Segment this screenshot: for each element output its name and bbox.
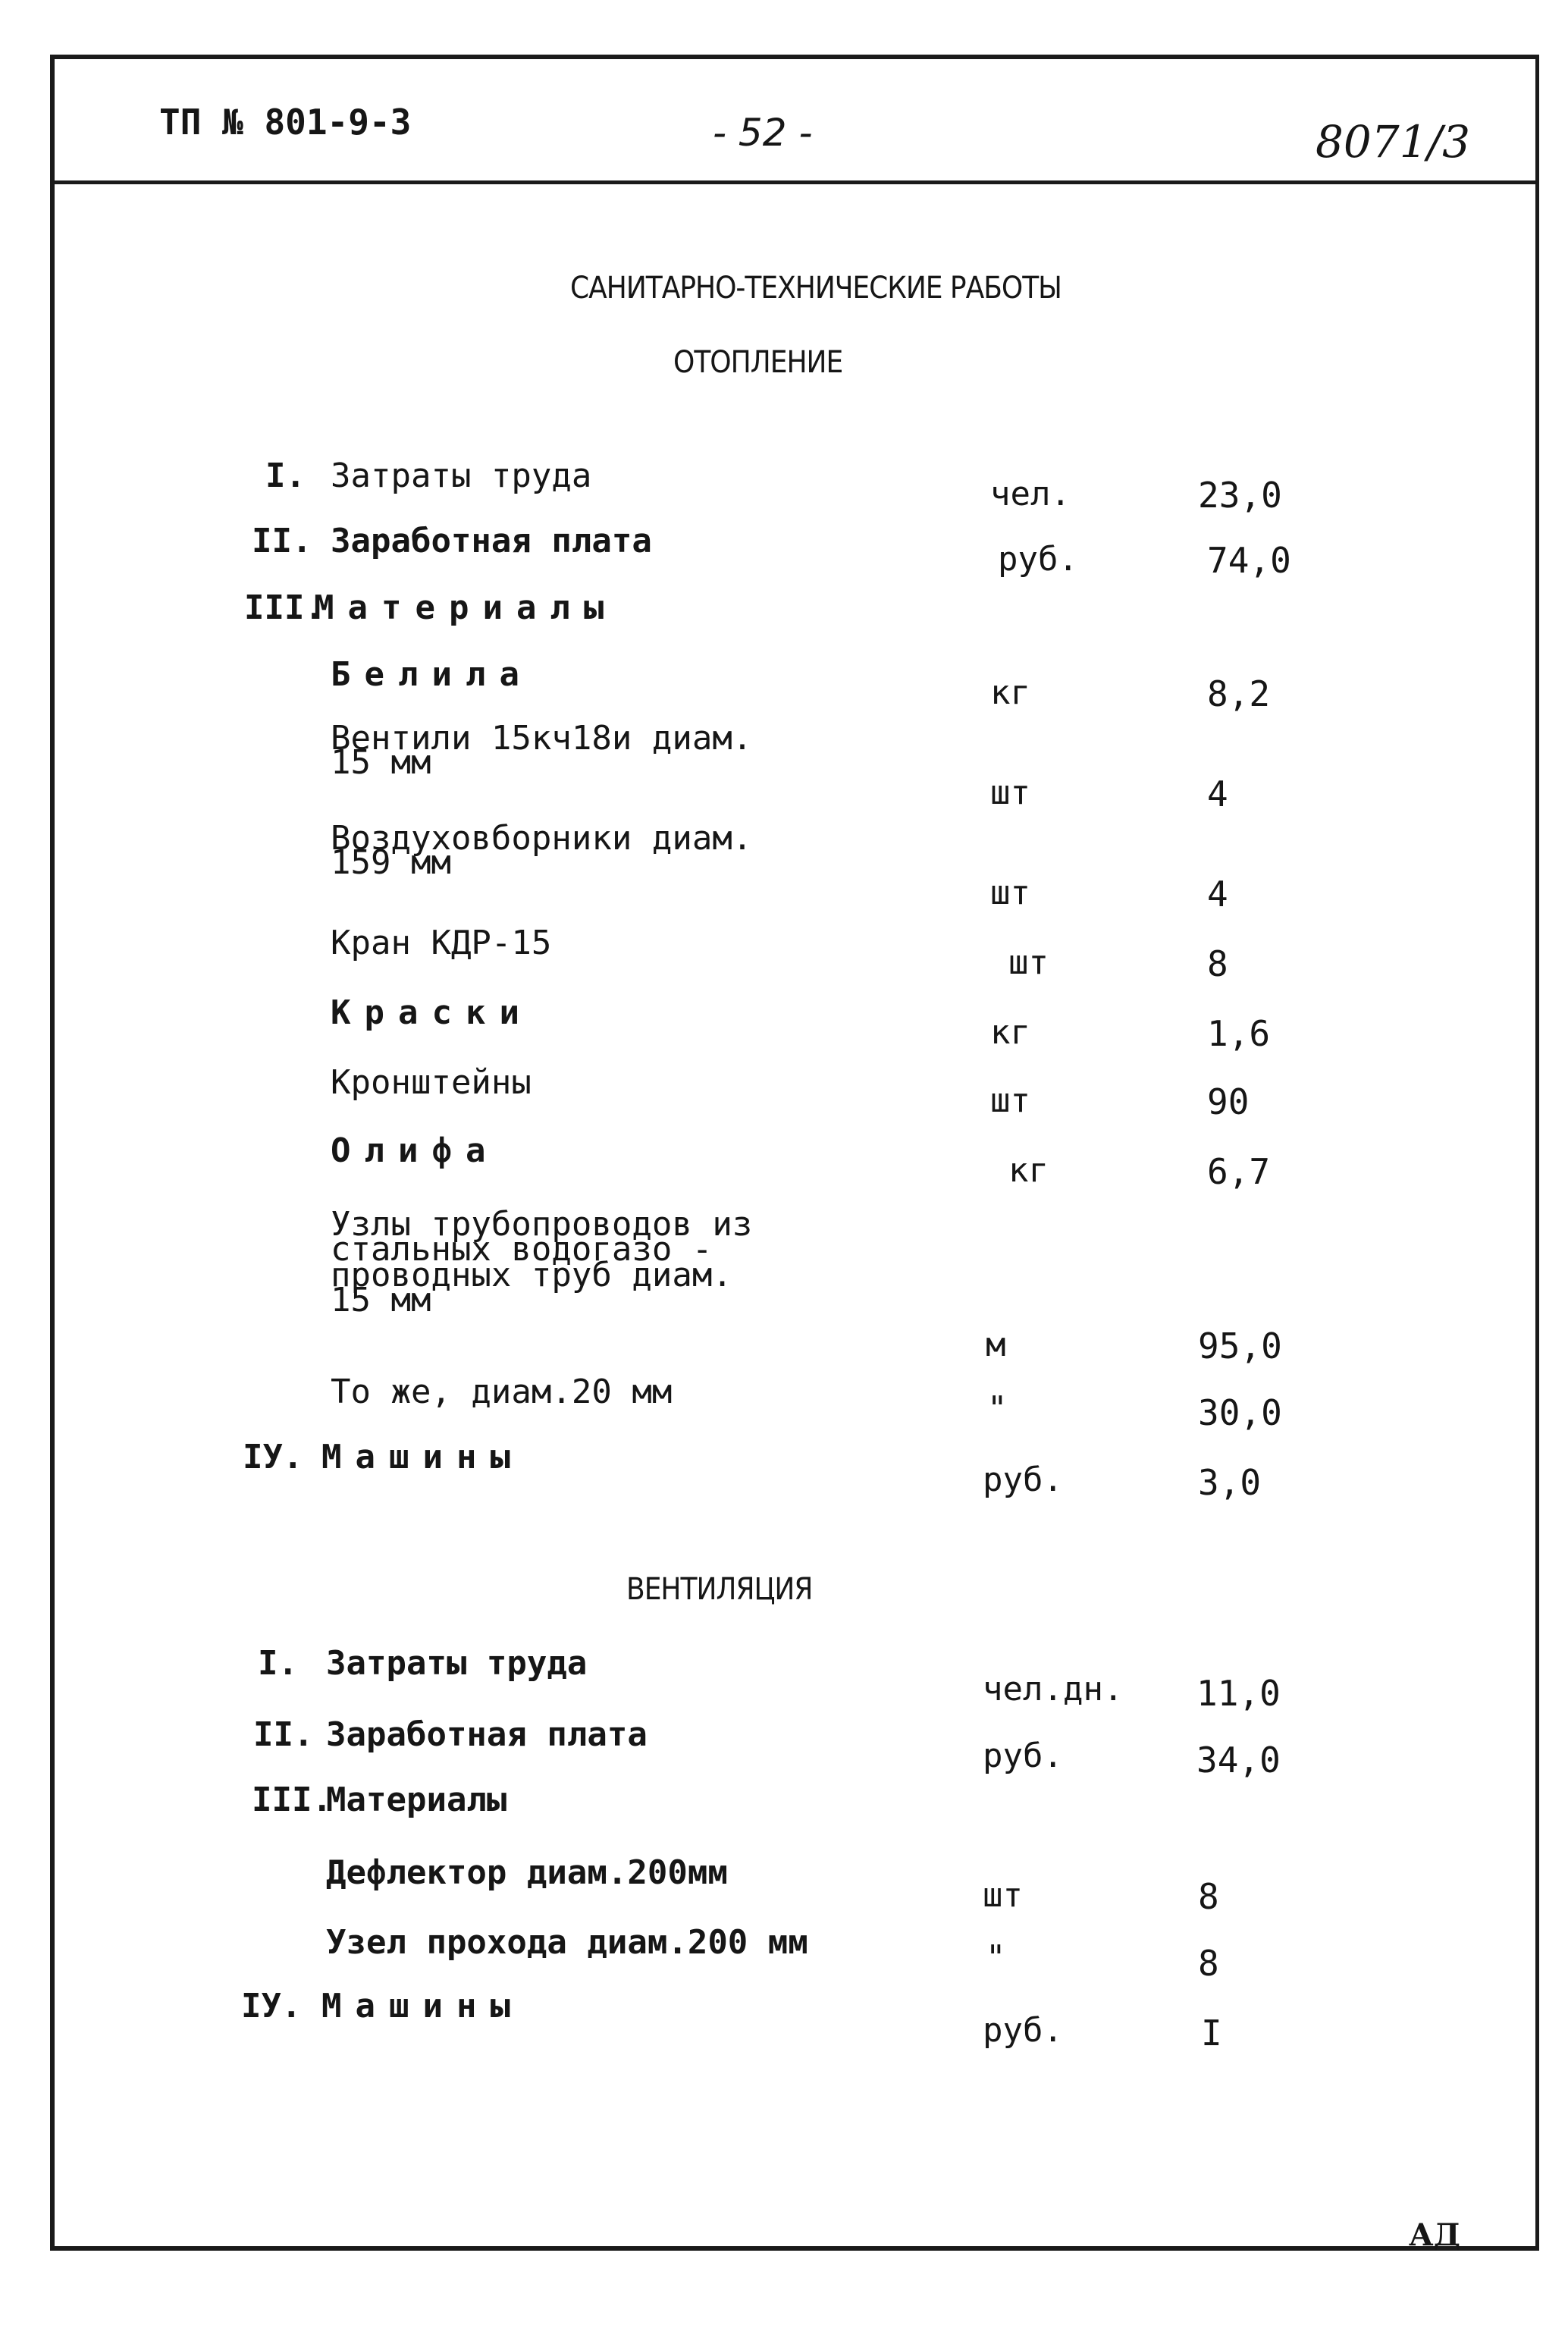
vent-material-value: 8 <box>1198 1876 1219 1917</box>
vent-material-unit: " <box>986 1938 1006 1977</box>
material-item-unit: м <box>986 1326 1006 1364</box>
material-item-value: 8 <box>1207 943 1228 984</box>
sheet-number: 8071/3 <box>1316 116 1471 168</box>
heating-wages-unit: руб. <box>998 540 1078 579</box>
ventilation-title: ВЕНТИЛЯЦИЯ <box>626 1572 813 1607</box>
vent-wages-label: Заработная плата <box>326 1715 648 1754</box>
vent-labor-value: 11,0 <box>1196 1673 1281 1714</box>
heating-labor-unit: чел. <box>990 475 1071 513</box>
vent-wages-value: 34,0 <box>1196 1740 1281 1781</box>
heating-materials-heading: Материалы <box>314 588 618 627</box>
material-item-unit: кг <box>990 1013 1030 1052</box>
vent-material-label: Дефлектор диам.200мм <box>326 1853 728 1892</box>
heating-materials-num: III. <box>244 588 325 627</box>
heating-machines-num: IУ. <box>243 1438 303 1476</box>
material-item-label: То же, диам.20 мм <box>331 1373 673 1411</box>
material-item-label: Олифа <box>331 1131 500 1170</box>
material-item-value: 6,7 <box>1207 1151 1271 1192</box>
vent-materials-num: III. <box>252 1781 332 1819</box>
vent-labor-num: I. <box>258 1644 298 1683</box>
heating-wages-value: 74,0 <box>1207 540 1291 581</box>
material-item-unit: кг <box>1008 1151 1049 1190</box>
material-item-value: 95,0 <box>1198 1326 1282 1366</box>
material-item-unit: шт <box>990 773 1030 812</box>
vent-machines-unit: руб. <box>983 2011 1063 2050</box>
vent-machines-value: I <box>1201 2013 1222 2054</box>
material-item-unit: кг <box>990 673 1030 712</box>
vent-material-label: Узел прохода диам.200 мм <box>326 1923 808 1962</box>
heating-machines-label: Машины <box>321 1438 524 1476</box>
vent-wages-unit: руб. <box>983 1737 1063 1775</box>
heating-machines-unit: руб. <box>983 1461 1063 1499</box>
material-item-label: Краски <box>331 993 533 1032</box>
section-title: САНИТАРНО-ТЕХНИЧЕСКИЕ РАБОТЫ <box>570 271 1062 306</box>
heating-wages-label: Заработная плата <box>331 522 652 560</box>
material-item-unit: шт <box>990 1081 1030 1120</box>
heating-labor-value: 23,0 <box>1198 475 1282 516</box>
heating-labor-num: I. <box>265 457 306 495</box>
material-item-label: Узлы трубопроводов из стальных водогазо - проводных труб диам. 15 мм <box>331 1205 753 1320</box>
stamp-mark: АД <box>1409 2217 1461 2253</box>
vent-machines-label: Машины <box>321 1987 524 2025</box>
vent-wages-num: II. <box>253 1715 314 1754</box>
vent-labor-unit: чел.дн. <box>983 1670 1124 1708</box>
material-item-unit: шт <box>1008 943 1049 982</box>
material-item-label: Кран КДР-15 <box>331 924 552 962</box>
document-code: ТП № 801-9-3 <box>159 102 412 143</box>
heating-title: ОТОПЛЕНИЕ <box>673 345 843 380</box>
vent-machines-num: IУ. <box>241 1987 302 2025</box>
material-item-value: 4 <box>1207 874 1228 915</box>
material-item-value: 30,0 <box>1198 1392 1282 1433</box>
page-number: - 52 - <box>713 111 813 155</box>
header-divider <box>50 180 1539 184</box>
material-item-label: Белила <box>331 655 533 694</box>
vent-material-unit: шт <box>983 1876 1023 1915</box>
heating-wages-num: II. <box>252 522 312 560</box>
vent-labor-label: Затраты труда <box>326 1644 588 1683</box>
heating-machines-value: 3,0 <box>1198 1462 1262 1503</box>
material-item-value: 8,2 <box>1207 673 1271 714</box>
material-item-unit: шт <box>990 874 1030 912</box>
material-item-value: 4 <box>1207 773 1228 814</box>
heating-labor-label: Затраты труда <box>331 457 592 495</box>
page-frame <box>50 55 1539 2251</box>
material-item-unit: " <box>987 1389 1008 1428</box>
material-item-label: Вентили 15кч18и диам. 15 мм <box>331 719 753 782</box>
material-item-label: Воздуховборники диам. 159 мм <box>331 819 753 882</box>
vent-materials-heading: Материалы <box>326 1781 507 1819</box>
material-item-value: 90 <box>1207 1081 1250 1122</box>
material-item-label: Кронштейны <box>331 1063 532 1102</box>
vent-material-value: 8 <box>1198 1943 1219 1984</box>
material-item-value: 1,6 <box>1207 1013 1271 1054</box>
